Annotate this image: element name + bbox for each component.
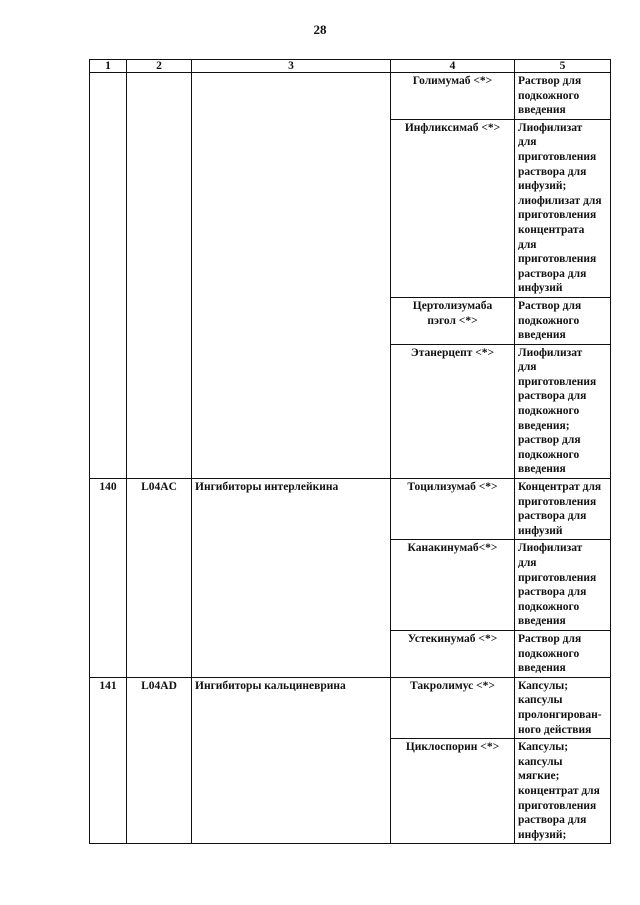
drug-name-cell-line: Голимумаб <*> [412,75,493,87]
dosage-form-cell-line: лиофилизат для [518,194,602,207]
dosage-form-cell-line: мягкие; [518,770,560,783]
dosage-form-cell-line: для [518,557,537,569]
dosage-form-cell-line: ного действия [518,723,592,736]
dosage-form-cell [515,119,611,297]
dosage-form-cell-line: приготовления [518,495,597,508]
dosage-form-cell-line: введения [518,662,566,675]
dosage-form-cell-line: пролонгирован- [518,708,602,721]
dosage-form-cell-line: подкожного [518,600,580,613]
dosage-form-cell-line: инфузий [518,524,563,537]
drug-name-cell-line: Устекинумаб <*> [407,632,498,645]
group-name-cell: Ингибиторы кальциневрина [192,677,391,844]
dosage-form-cell-line: инфузий; [518,180,567,193]
dosage-form-cell-line: Раствор для [518,75,582,87]
page-number: 28 [313,22,327,37]
drug-name-cell [391,344,515,478]
header-row [90,60,611,73]
dosage-form-cell-line: концентрат для [518,784,600,797]
dosage-form-cell-line: для [518,136,537,149]
dosage-form-cell-line: приготовления [518,209,597,222]
dosage-form-cell-line: введения [518,463,566,476]
dosage-form-cell-line: раствор для [518,434,581,447]
dosage-form-cell-line: подкожного [518,405,580,418]
drug-name-cell-line: Канакинумаб<*> [407,542,498,555]
table-body [90,60,611,844]
drug-name-cell-line: Этанерцепт <*> [410,346,495,359]
drug-name-cell [391,297,515,344]
dosage-form-cell [515,73,611,120]
dosage-form-cell-line: Лиофилизат [518,346,583,359]
dosage-form-cell-line: введения [518,104,566,117]
header-col-2: 2 [127,60,192,73]
dosage-form-cell-line: капсулы [518,755,563,768]
header-col-4: 4 [391,60,515,73]
dosage-form-cell [515,344,611,478]
drug-name-cell-line: Циклоспорин <*> [405,741,500,754]
row-number-cell [90,73,127,479]
dosage-form-cell-line: Концентрат для [518,481,602,494]
dosage-form-cell-line: Раствор для [518,299,582,312]
drug-name-cell [391,73,515,120]
dosage-form-cell-line: Раствор для [518,632,582,645]
drug-table [89,59,611,844]
header-col-3: 3 [192,60,391,73]
drug-name-cell [391,479,515,540]
dosage-form-cell-line: раствора для [518,814,587,827]
drug-name-cell-line: Такролимус <*> [410,679,495,692]
dosage-form-cell-line: раствора для [518,390,587,403]
dosage-form-cell-line: Лиофилизат [518,542,583,555]
drug-name-cell [391,677,515,738]
dosage-form-cell-line: раствора для [518,586,587,599]
drug-name-cell-line: Тоцилизумаб <*> [407,481,498,494]
atc-code-cell: L04AD [127,677,192,844]
dosage-form-cell-line: введения [518,329,566,342]
dosage-form-cell-line: приготовления [518,375,597,388]
atc-code-cell: L04AC [127,479,192,678]
table-row [90,73,611,120]
dosage-form-cell-line: для [518,238,537,251]
dosage-form-cell-line: раствора для [518,165,587,178]
dosage-form-cell-line: для [518,361,537,374]
dosage-form-cell [515,297,611,344]
dosage-form-cell-line: Капсулы; [518,679,569,692]
dosage-form-cell-line: инфузий [518,282,563,295]
dosage-form-cell-line: капсулы [518,694,563,707]
dosage-form-cell-line: подкожного [518,448,580,461]
dosage-form-cell [515,479,611,540]
row-number-cell: 140 [90,479,127,678]
dosage-form-cell-line: приготовления [518,253,597,266]
drug-name-cell-line: Цертолизумаба [412,299,493,312]
dosage-form-cell-line: приготовления [518,799,597,812]
row-number-cell: 141 [90,677,127,844]
dosage-form-cell-line: введения [518,615,566,628]
dosage-form-cell-line: Капсулы; [518,741,569,754]
atc-code-cell [127,73,192,479]
dosage-form-cell-line: инфузий; [518,828,567,841]
drug-name-cell-line: пэгол <*> [427,314,478,327]
table-row [90,677,611,738]
dosage-form-cell [515,739,611,844]
dosage-form-cell [515,630,611,677]
header-col-5: 5 [515,60,611,73]
drug-name-cell-line: Инфликсимаб <*> [404,121,501,134]
dosage-form-cell-line: концентрата [518,223,585,236]
dosage-form-cell-line: раствора для [518,510,587,523]
dosage-form-cell-line: введения; [518,419,570,432]
dosage-form-cell-line: Лиофилизат [518,121,583,134]
drug-name-cell [391,630,515,677]
dosage-form-cell-line: подкожного [518,647,580,660]
drug-name-cell [391,540,515,631]
drug-name-cell [391,739,515,844]
group-name-cell: Ингибиторы интерлейкина [192,479,391,678]
header-col-1: 1 [90,60,127,73]
dosage-form-cell-line: приготовления [518,150,597,163]
dosage-form-cell [515,540,611,631]
dosage-form-cell-line: приготовления [518,571,597,584]
dosage-form-cell-line: подкожного [518,89,580,102]
dosage-form-cell-line: раствора для [518,267,587,280]
dosage-form-cell-line: подкожного [518,314,580,327]
group-name-cell [192,73,391,479]
table-row [90,479,611,540]
drug-name-cell [391,119,515,297]
dosage-form-cell [515,677,611,738]
